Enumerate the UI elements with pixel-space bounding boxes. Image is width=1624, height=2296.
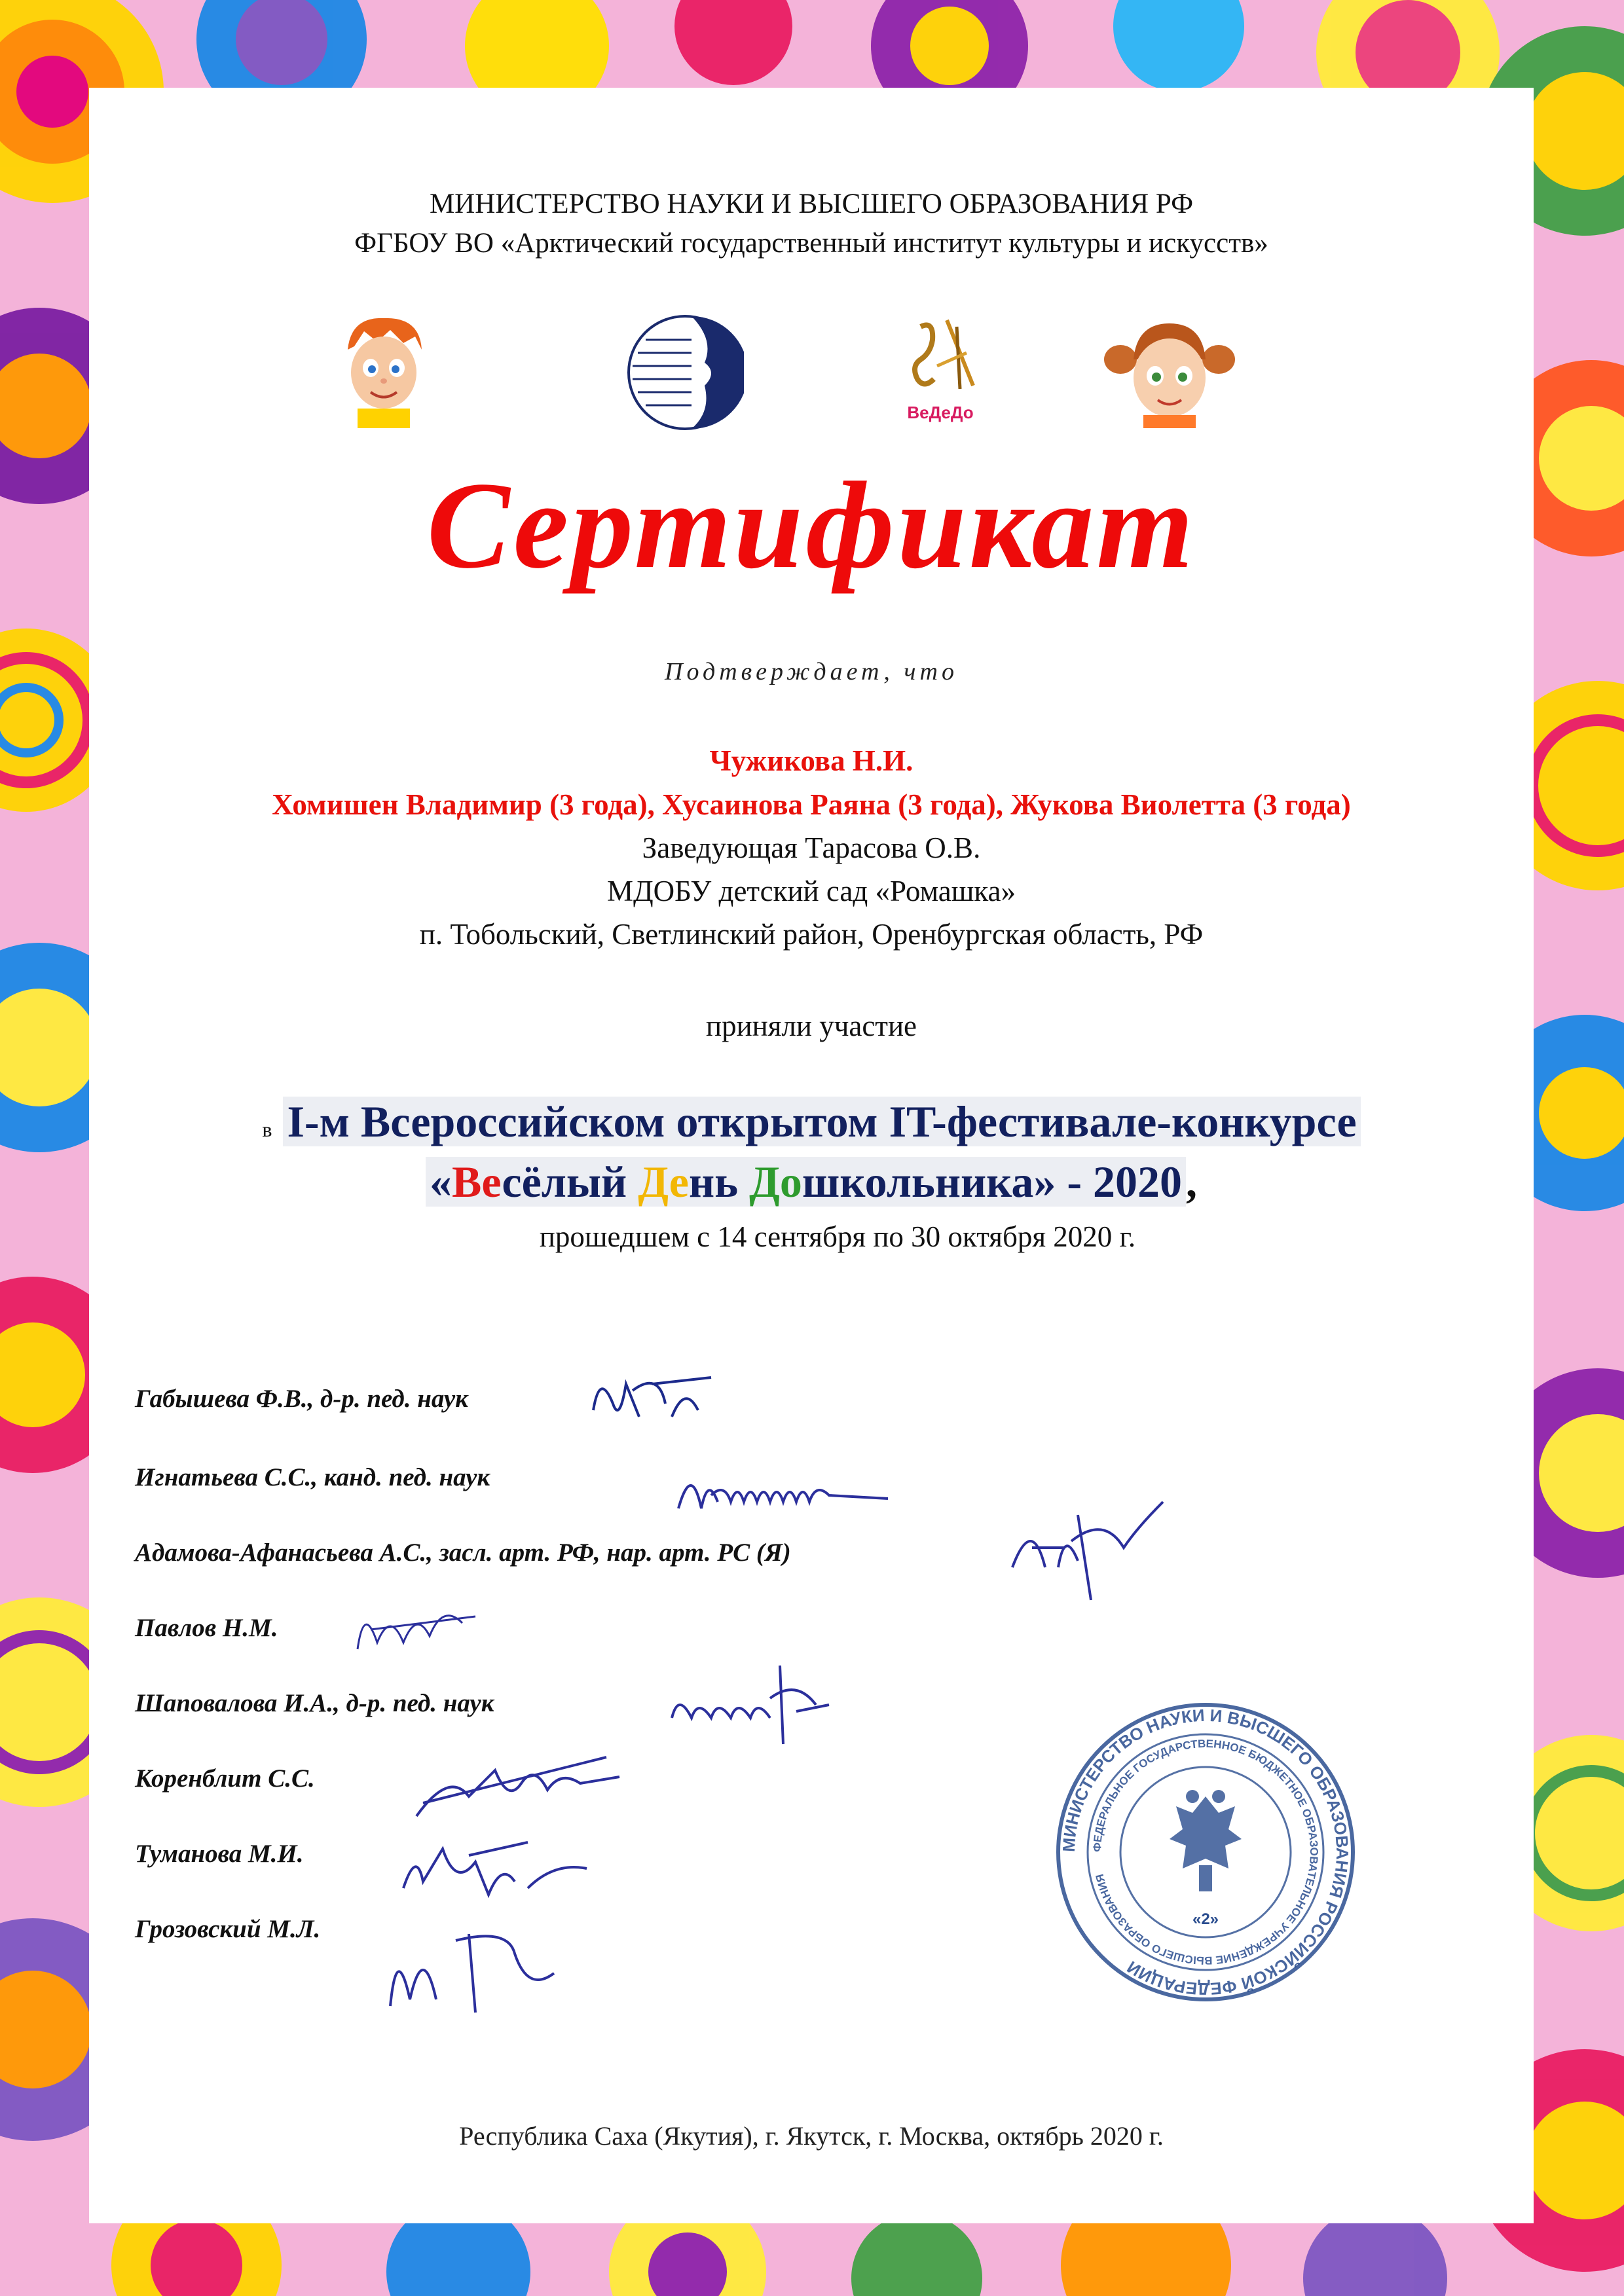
signature-3: [1006, 1489, 1176, 1607]
signature-1: [587, 1364, 718, 1436]
jury-member: Коренблит С.С.: [135, 1764, 315, 1793]
quote-open: «: [430, 1157, 452, 1207]
signature-2: [672, 1456, 895, 1528]
de-letters: Де: [638, 1157, 689, 1207]
jury-member: Туманова М.И.: [135, 1840, 304, 1868]
word3-rest: школьника» - 2020: [802, 1157, 1182, 1207]
jury-member: Шаповалова И.А., д-р. пед. наук: [135, 1689, 494, 1717]
header-institute: ФГБОУ ВО «Арктический государственный институт культуры и искусств»: [354, 228, 1268, 259]
festival-name: I-м Всероссийском открытом IT-фестивале-конкурсе: [283, 1097, 1360, 1146]
official-seal: [1052, 1698, 1359, 2006]
festival-prefix: в: [262, 1118, 272, 1141]
jury-member: Игнатьева С.С., канд. пед. наук: [135, 1463, 490, 1491]
confirms-text: Подтверждает, что: [665, 658, 958, 685]
vededo-logo-text: ВеДеДо: [907, 403, 974, 422]
seal-outer-text: МИНИСТЕРСТВО НАУКИ И ВЫСШЕГО ОБРАЗОВАНИЯ РОССИЙСКОЙ ФЕДЕРАЦИИ: [1058, 1705, 1353, 1999]
ve-letters: Ве: [452, 1157, 502, 1207]
festival-comma: ,: [1185, 1157, 1197, 1207]
certificate-title: Сертификат: [426, 457, 1196, 594]
word2-rest: нь: [688, 1157, 750, 1207]
seal-inner-text: ФЕДЕРАЛЬНОЕ ГОСУДАРСТВЕННОЕ БЮДЖЕТНОЕ ОБРАЗОВАТЕЛЬНОЕ УЧРЕЖДЕНИЕ ВЫСШЕГО ОБРАЗОВАНИЯ: [1090, 1737, 1321, 1967]
signature-4: [351, 1597, 482, 1662]
seal-number: «2»: [1192, 1910, 1219, 1928]
footer-place-date: Республика Саха (Якутия), г. Якутск, г. Москва, октябрь 2020 г.: [459, 2121, 1164, 2151]
jury-member: Габышева Ф.В., д-р. пед. наук: [135, 1385, 468, 1413]
signature-8: [384, 1914, 580, 2019]
boy-face-logo: [338, 310, 430, 428]
institute-logo: [626, 314, 744, 431]
vededo-logo: [895, 314, 986, 425]
school-name: МДОБУ детский сад «Ромашка»: [606, 875, 1016, 907]
certificate-sheet: [89, 88, 1534, 2223]
jury-member: Грозовский М.Л.: [135, 1915, 321, 1943]
festival-line2: [89, 1156, 1534, 1208]
festival-dates: прошедшем с 14 сентября по 30 октября 2020 г.: [539, 1220, 1136, 1253]
head-name: Заведующая Тарасова О.В.: [642, 831, 981, 864]
jury-member: Адамова-Афанасьева А.С., засл. арт. РФ, нар. арт. РС (Я): [135, 1539, 791, 1567]
jury-member: Павлов Н.М.: [135, 1614, 278, 1642]
do-letters: До: [749, 1157, 802, 1207]
eagle-emblem-icon: [1170, 1790, 1242, 1891]
girl-face-logo: [1104, 314, 1235, 428]
took-part-text: приняли участие: [705, 1010, 917, 1042]
word1-rest: сёлый: [502, 1157, 638, 1207]
teacher-name: Чужикова Н.И.: [709, 744, 913, 777]
signature-5: [665, 1659, 836, 1751]
festival-line1: [89, 1096, 1534, 1148]
signature-6: [410, 1744, 626, 1829]
signature-7: [397, 1823, 593, 1908]
children-names: Хомишен Владимир (3 года), Хусаинова Раяна (3 года), Жукова Виолетта (3 года): [272, 788, 1351, 821]
header-ministry: МИНИСТЕРСТВО НАУКИ И ВЫСШЕГО ОБРАЗОВАНИЯ РФ: [429, 189, 1194, 219]
festival-title: [426, 1157, 1186, 1207]
location: п. Тобольский, Светлинский район, Оренбургская область, РФ: [419, 918, 1204, 951]
